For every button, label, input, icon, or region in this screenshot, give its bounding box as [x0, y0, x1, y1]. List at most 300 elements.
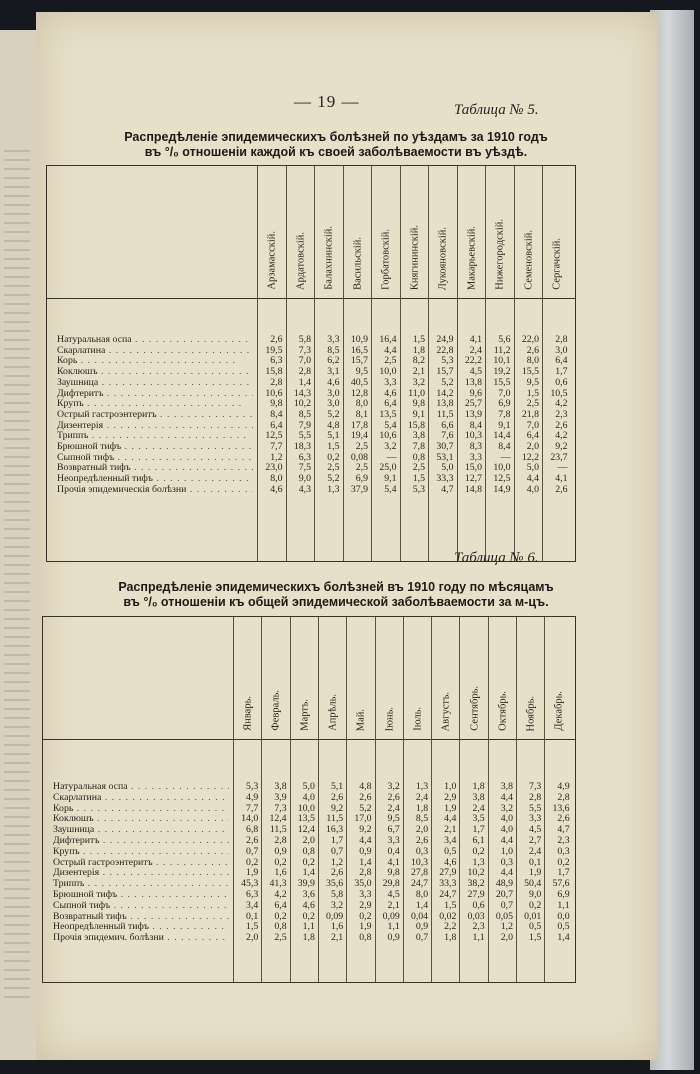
table6-cell: 39,9	[297, 878, 315, 890]
table-row	[43, 846, 575, 857]
table6-cell: 0,9	[415, 921, 429, 933]
table6-cell: 2,1	[330, 932, 344, 944]
table5-cell: 14,8	[464, 483, 482, 495]
table-row	[43, 792, 575, 803]
table5-cell: 19,4	[350, 430, 368, 442]
table5-cell: 15,5	[521, 366, 539, 378]
table5-row-label: Прочія эпидемическія болѣзни . . .	[57, 484, 253, 495]
table5-cell: 4,3	[298, 483, 311, 495]
table5-cell: 10,3	[464, 430, 482, 442]
table5-column-header	[371, 166, 401, 298]
table6-column-label: Іюль.	[412, 707, 424, 731]
table6-cell: 2,4	[387, 802, 400, 814]
table6-cell: 2,3	[557, 835, 570, 846]
table6-cell: 2,2	[444, 921, 457, 933]
table5-column-label: Лукояновскій.	[437, 226, 449, 290]
table-row	[43, 835, 575, 846]
table5-cell: 6,4	[270, 419, 283, 431]
table6-column-header	[459, 617, 488, 739]
table5-cell: 5,2	[327, 473, 340, 485]
table5-cell: 0,6	[555, 376, 568, 388]
table5-row-label: Дифтеритъ . . .	[57, 388, 253, 399]
table5-cell: 3,2	[412, 376, 425, 388]
table6-cell: 14,0	[241, 813, 259, 825]
table6-cell: 2,6	[330, 867, 344, 879]
table6-cell: 3,6	[302, 889, 315, 900]
table5-column-label: Макарьевскій.	[466, 225, 478, 290]
table5-cell: 3,8	[412, 430, 425, 442]
table-row	[43, 900, 575, 911]
table5-cell: 2,8	[270, 376, 283, 388]
table6-cell: 0,2	[557, 856, 570, 868]
table5-cell: 13,8	[464, 376, 482, 388]
table6-cell: 4,4	[359, 835, 372, 846]
table5-cell: 6,4	[384, 398, 397, 410]
table6-cell: 13,6	[552, 802, 570, 814]
table6-cell: 6,7	[387, 824, 400, 836]
table5-cell: 2,6	[555, 483, 568, 495]
table5-cell: 14,9	[493, 483, 511, 495]
table5-cell: 23,7	[550, 451, 568, 463]
table5-cell: 10,5	[550, 387, 568, 399]
table5-cell: 9,2	[555, 441, 568, 452]
table6-cell: 0,09	[326, 910, 344, 922]
table5-cell: 5,4	[384, 483, 397, 495]
table6-cell: 9,2	[359, 824, 372, 836]
table5-cell: 0,2	[327, 451, 340, 463]
table6-column-header	[488, 617, 517, 739]
table5-cell: 3,2	[384, 441, 397, 452]
table5-cell: 53,1	[436, 451, 454, 463]
table5-cell: 9,5	[526, 376, 539, 388]
table6-cell: 4,4	[500, 867, 513, 879]
table6-cell: 0,3	[415, 845, 429, 857]
table6-cell: 1,1	[387, 921, 400, 933]
table6-cell: 41,3	[269, 878, 287, 890]
table5-cell: 4,2	[555, 398, 568, 410]
table5-column-header	[428, 166, 458, 298]
table5-cell: 15,8	[407, 419, 425, 431]
table5-cell: 5,3	[412, 483, 425, 495]
table6-cell: 0,7	[246, 845, 259, 857]
table5-cell: 4,7	[441, 483, 454, 495]
table5-cell: 4,6	[384, 387, 397, 399]
table6-cell: 2,4	[529, 845, 542, 857]
table6-cell: 4,0	[500, 813, 513, 825]
table6-cell: 1,4	[415, 899, 429, 911]
table5-row-label: Острый гастроэнтеритъ . . .	[57, 409, 253, 420]
table6-cell: 7,7	[246, 802, 259, 814]
table5-cell: 2,5	[412, 462, 425, 474]
table6-row-label: Крупъ . . .	[53, 846, 229, 857]
table6-column-header	[431, 617, 460, 739]
table6-cell: 5,3	[246, 781, 259, 792]
table5-header	[47, 166, 575, 299]
table6-cell: 0,5	[529, 921, 542, 933]
table5-row-label: Триппъ . . .	[57, 430, 253, 441]
table5-cell: 5,2	[327, 408, 340, 420]
table6-cell: 0,5	[444, 845, 457, 857]
table6-cell: 11,5	[269, 824, 287, 836]
table6-column-header	[233, 617, 262, 739]
table6-cell: 3,3	[529, 813, 542, 825]
table6-cell: 38,2	[467, 878, 485, 890]
table5-column-header	[457, 166, 487, 298]
table5-cell: 11,2	[493, 344, 511, 356]
table6-cell: 0,2	[302, 910, 315, 922]
table5-cell: 8,0	[270, 473, 283, 485]
table5-cell: 21,8	[521, 408, 539, 420]
table6-cell: 1,4	[359, 856, 372, 868]
table5-cell: 4,0	[526, 483, 539, 495]
table5-cell: 30,7	[436, 441, 454, 452]
table5-column-label: Балахнинскій.	[323, 226, 335, 290]
table5-cell: 4,6	[327, 376, 340, 388]
table6-cell: 1,9	[529, 867, 542, 879]
table6-cell: 1,3	[415, 781, 429, 792]
table5-cell: 5,1	[327, 430, 340, 442]
table-row	[47, 441, 575, 452]
table6-column-header	[516, 617, 545, 739]
table6-cell: 0,8	[274, 921, 287, 933]
table6-cell: 1,6	[274, 867, 287, 879]
table-row	[47, 430, 575, 441]
table5-cell: 14,3	[293, 387, 311, 399]
table6-column-header	[346, 617, 375, 739]
table6-column-header	[375, 617, 404, 739]
table6-cell: 6,3	[246, 889, 259, 900]
table6-cell: 48,9	[495, 878, 513, 890]
table5	[46, 165, 576, 562]
table5-column-header	[257, 166, 287, 298]
table5-cell: 14,4	[493, 430, 511, 442]
table5-cell: 2,6	[526, 344, 539, 356]
table5-cell: 7,3	[298, 344, 311, 356]
book-page	[36, 12, 658, 1060]
table6-row-label: Прочія эпидемич. болѣзни . . .	[53, 932, 229, 943]
table6-cell: 20,7	[495, 889, 513, 900]
table6-cell: 8,0	[415, 889, 429, 900]
table5-cell: 13,8	[436, 398, 454, 410]
table6-cell: 0,04	[410, 910, 429, 922]
table5-cell: 22,0	[521, 334, 539, 345]
table6-row-label: Натуральная оспа . . .	[53, 781, 229, 792]
table5-cell: 19,5	[265, 344, 283, 356]
table5-cell: 8,1	[355, 408, 368, 420]
table5-cell: 5,8	[298, 334, 311, 345]
table5-column-label: Нижегородскій.	[494, 219, 506, 290]
table6-cell: 0,9	[359, 845, 372, 857]
table6-cell: 0,3	[557, 845, 570, 857]
table5-cell: 2,8	[555, 334, 568, 345]
table5-row-label: Возвратный тифъ . . .	[57, 462, 253, 473]
table6-cell: 0,01	[524, 910, 542, 922]
table5-cell: 5,0	[526, 462, 539, 474]
table5-cell: 8,5	[298, 408, 311, 420]
table5-cell: 0,8	[412, 451, 425, 463]
table5-cell: 15,7	[436, 366, 454, 378]
table6-cell: 4,5	[529, 824, 542, 836]
table5-cell: 9,6	[469, 387, 482, 399]
table5-cell: 2,0	[526, 441, 539, 452]
table6-cell: 0,7	[500, 899, 513, 911]
table6-cell: 4,8	[359, 781, 372, 792]
table5-caption-line2: въ °/₀ отношеніи каждой къ своей заболѣваемости въ уѣздѣ.	[144, 145, 528, 159]
table5-row-label: Сыпной тифъ . . .	[57, 452, 253, 463]
table5-cell: 8,4	[498, 441, 511, 452]
table6-cell: 1,8	[472, 781, 485, 792]
table5-cell: 8,0	[355, 398, 368, 410]
table5-row-label: Заушница . . .	[57, 377, 253, 388]
table6-cell: 4,2	[274, 889, 287, 900]
table6-cell: 4,5	[387, 889, 400, 900]
table6-cell: 6,8	[246, 824, 259, 836]
table6-cell: 1,8	[415, 802, 429, 814]
table5-cell: 22,8	[436, 344, 454, 356]
table5-column-header	[542, 166, 572, 298]
table5-cell: 2,5	[526, 398, 539, 410]
table6-cell: 0,8	[359, 932, 372, 944]
table6-cell: 2,9	[444, 791, 457, 803]
table5-cell: —	[386, 451, 397, 463]
table5-cell: 2,5	[355, 441, 368, 452]
table5-column-label: Ардатовскій.	[295, 232, 307, 290]
table5-cell: 37,9	[350, 483, 368, 495]
table5-cell: 8,4	[469, 419, 482, 431]
table-row	[47, 334, 575, 345]
table6-cell: 5,1	[330, 781, 344, 792]
table5-cell: 6,9	[498, 398, 511, 410]
table6-cell: 27,8	[410, 867, 429, 879]
table6-cell: 2,8	[557, 791, 570, 803]
table5-cell: 0,08	[350, 451, 368, 463]
table5-cell: 15,8	[265, 366, 283, 378]
table5-cell: 9,0	[298, 473, 311, 485]
table6-cell: 6,1	[472, 835, 485, 846]
table6-cell: 12,4	[297, 824, 315, 836]
table6-cell: 9,8	[387, 867, 400, 879]
table5-column-header	[400, 166, 430, 298]
table5-cell: 2,1	[412, 366, 425, 378]
table6-cell: 9,5	[387, 813, 400, 825]
table5-cell: 15,7	[350, 355, 368, 367]
table5-cell: 8,0	[526, 355, 539, 367]
table6-cell: 4,1	[387, 856, 400, 868]
table5-cell: 9,8	[412, 398, 425, 410]
table6-column-label: Августъ.	[440, 691, 452, 731]
table6-cell: 2,6	[387, 791, 400, 803]
table5-row-label: Коклюшъ . . .	[57, 366, 253, 377]
table6-cell: 0,2	[274, 856, 287, 868]
table6-row-label: Триппъ . . .	[53, 878, 229, 889]
table5-cell: 6,4	[555, 355, 568, 367]
table5-cell: 33,3	[436, 473, 454, 485]
table6-cell: 1,7	[330, 835, 344, 846]
table5-cell: 22,2	[464, 355, 482, 367]
table5-cell: 12,7	[464, 473, 482, 485]
table5-cell: 1,3	[327, 483, 340, 495]
table6-column-label: Январь.	[242, 696, 254, 731]
table6-cell: 3,8	[472, 791, 485, 803]
table6-cell: 16,3	[326, 824, 344, 836]
table-row	[47, 345, 575, 356]
table6-cell: 1,5	[529, 932, 542, 944]
table5-column-label: Арзамасскій.	[266, 231, 278, 290]
table5-cell: 5,4	[384, 419, 397, 431]
table6-header	[43, 617, 575, 740]
table-row	[47, 473, 575, 484]
table6-cell: 3,4	[444, 835, 457, 846]
table6-cell: 0,09	[382, 910, 400, 922]
table5-cell: 5,3	[441, 355, 454, 367]
table5-cell: 3,3	[384, 376, 397, 388]
table6-cell: 0,0	[557, 910, 570, 922]
table6-cell: 1,4	[302, 867, 315, 879]
table6-cell: 1,8	[302, 932, 315, 944]
table6-cell: 3,3	[359, 889, 372, 900]
table6-cell: 1,7	[557, 867, 570, 879]
table6-cell: 1,2	[330, 856, 344, 868]
table5-cell: 3,3	[327, 334, 340, 345]
table5-cell: 7,6	[441, 430, 454, 442]
table6-cell: 13,5	[297, 813, 315, 825]
table6-cell: 2,6	[246, 835, 259, 846]
table5-cell: 10,9	[350, 334, 368, 345]
table6-cell: 4,9	[557, 781, 570, 792]
table5-cell: 1,5	[412, 334, 425, 345]
table6-cell: 4,6	[444, 856, 457, 868]
table6-cell: 1,5	[444, 899, 457, 911]
table6-cell: 1,0	[500, 845, 513, 857]
table6-cell: 2,8	[359, 867, 372, 879]
table6-cell: 0,4	[387, 845, 400, 857]
table5-cell: 5,2	[441, 376, 454, 388]
table6-cell: 0,02	[439, 910, 457, 922]
table5-cell: 9,1	[412, 408, 425, 420]
table5-cell: 10,1	[493, 355, 511, 367]
table5-cell: 1,7	[555, 366, 568, 378]
facing-page-text-lines	[4, 150, 30, 1000]
table5-cell: 4,1	[469, 334, 482, 345]
table5-cell: 5,5	[298, 430, 311, 442]
table6-cell: 3,8	[274, 781, 287, 792]
table6-cell: 0,05	[495, 910, 513, 922]
table5-cell: 5,0	[441, 462, 454, 474]
table6-cell: 0,2	[246, 856, 259, 868]
table5-cell: 7,9	[298, 419, 311, 431]
table6-cell: 4,7	[557, 824, 570, 836]
table6-column-header	[261, 617, 290, 739]
table6-cell: 4,4	[500, 835, 513, 846]
table5-row-label: Скарлатина . . .	[57, 345, 253, 356]
table6-cell: 3,2	[387, 781, 400, 792]
table6-cell: 35,6	[326, 878, 344, 890]
table5-cell: 2,4	[469, 344, 482, 356]
table-row	[43, 781, 575, 792]
table5-cell: 2,8	[298, 366, 311, 378]
table6-cell: 0,03	[467, 910, 485, 922]
table5-cell: 12,8	[350, 387, 368, 399]
table6-cell: 2,1	[444, 824, 457, 836]
facing-page-edge	[0, 30, 40, 1060]
table6-cell: 1,6	[330, 921, 344, 933]
table6-cell: 1,1	[557, 899, 570, 911]
table6-cell: 50,4	[524, 878, 542, 890]
table6-cell: 0,2	[529, 899, 542, 911]
page-number: — 19 —	[294, 92, 360, 111]
table6-cell: 1,2	[500, 921, 513, 933]
table5-cell: 10,0	[379, 366, 397, 378]
table5-caption	[56, 130, 616, 160]
table6-cell: 2,0	[246, 932, 259, 944]
table6-cell: 3,5	[472, 813, 485, 825]
table5-cell: 8,3	[469, 441, 482, 452]
table5-row-label: Неопредѣленный тифъ . . .	[57, 473, 253, 484]
table-row	[43, 824, 575, 835]
table5-cell: 7,8	[412, 441, 425, 452]
table6-cell: 4,9	[246, 791, 259, 803]
table-row	[43, 867, 575, 878]
table5-cell: 4,4	[526, 473, 539, 485]
table6-cell: 2,3	[472, 921, 485, 933]
table5-cell: 2,6	[270, 334, 283, 345]
table6-cell: 0,2	[359, 910, 372, 922]
table6-column-header	[318, 617, 347, 739]
table-row	[43, 878, 575, 889]
table-row	[47, 355, 575, 366]
table6-cell: 35,0	[354, 878, 372, 890]
table6-cell: 3,3	[387, 835, 400, 846]
table6-caption-line1: Распредѣленіе эпидемическихъ болѣзней въ 1910 году по мѣсяцамъ	[118, 580, 554, 594]
table-row	[43, 932, 575, 943]
table6-row-label: Сыпной тифъ . . .	[53, 900, 229, 911]
table5-cell: 1,2	[270, 451, 283, 463]
table5-row-label: Корь . . .	[57, 355, 253, 366]
table5-cell: 6,6	[441, 419, 454, 431]
table5-column-header	[314, 166, 344, 298]
table5-cell: 13,9	[464, 408, 482, 420]
table6-cell: 2,6	[415, 835, 429, 846]
table6-row-label: Скарлатина . . .	[53, 792, 229, 803]
table6-cell: 11,5	[326, 813, 344, 825]
table5-cell: 4,1	[555, 473, 568, 485]
table6-cell: 3,2	[330, 899, 344, 911]
table6-cell: 6,4	[274, 899, 287, 911]
table5-cell: 9,5	[355, 366, 368, 378]
table5-cell: 3,0	[555, 344, 568, 356]
table5-row-label: Дизентерія . . .	[57, 420, 253, 431]
table6-cell: 29,8	[382, 878, 400, 890]
table5-cell: 2,5	[384, 355, 397, 367]
table5-cell: 40,5	[350, 376, 368, 388]
table6-row-label: Заушница . . .	[53, 824, 229, 835]
table6-row-label: Возвратный тифъ . . .	[53, 911, 229, 922]
table5-cell: 15,0	[464, 462, 482, 474]
table6-column-label: Декабрь.	[553, 691, 565, 731]
table6-cell: 4,0	[500, 824, 513, 836]
table5-cell: 4,8	[327, 419, 340, 431]
table5-cell: 8,2	[412, 355, 425, 367]
table-row	[47, 420, 575, 431]
table5-cell: 25,0	[379, 462, 397, 474]
table6-cell: 2,8	[274, 835, 287, 846]
table6-cell: 10,3	[410, 856, 429, 868]
table6-column-label: Іюнь.	[384, 706, 396, 731]
table6-column-header	[403, 617, 432, 739]
table5-caption-line1: Распредѣленіе эпидемическихъ болѣзней по уѣздамъ за 1910 годъ	[124, 130, 548, 144]
table6-column-label: Мартъ.	[299, 699, 311, 731]
table6-cell: 2,6	[557, 813, 570, 825]
